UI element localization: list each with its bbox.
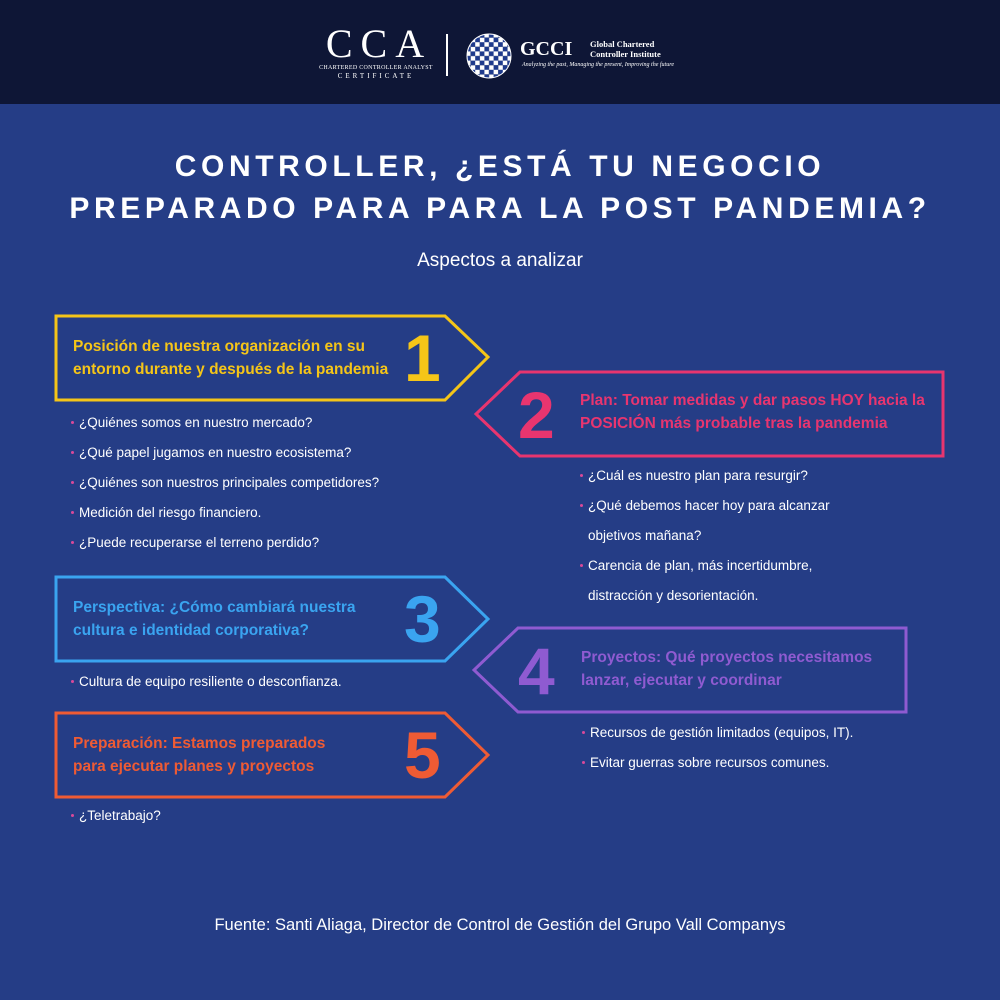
section-5-title	[73, 732, 325, 778]
section-1-number: 1	[404, 321, 441, 395]
section-1-title-line1: Posición de nuestra organización en su	[73, 338, 365, 355]
section-2-title-line2: POSICIÓN más probable tras la pandemia	[580, 415, 888, 432]
section-3-title	[73, 596, 356, 642]
cca-logo-letters: CCA	[325, 21, 433, 66]
list-item: ¿Quiénes somos en nuestro mercado?	[71, 408, 379, 438]
section-4-title	[581, 646, 872, 692]
list-item: Cultura de equipo resiliente o desconfianza.	[71, 667, 342, 697]
section-5-number: 5	[404, 718, 441, 792]
list-item: Carencia de plan, más incertidumbre, distracción y desorientación.	[580, 551, 868, 611]
list-item: ¿Cuál es nuestro plan para resurgir?	[580, 461, 868, 491]
section-5-title-line1: Preparación: Estamos preparados	[73, 735, 326, 752]
list-item: ¿Quiénes son nuestros principales competidores?	[71, 468, 379, 498]
gcci-logo-name: GCCI	[520, 38, 573, 60]
section-5-bullets	[71, 801, 161, 831]
section-1-title-line2: entorno durante y después de la pandemia	[73, 361, 389, 378]
gcci-logo-fullname-line2: Controller Institute	[590, 49, 661, 59]
gcci-logo-fullname-line1: Global Chartered	[590, 39, 655, 49]
section-3-title-line1: Perspectiva: ¿Cómo cambiará nuestra	[73, 599, 356, 616]
page-subtitle: Aspectos a analizar	[417, 250, 583, 271]
list-item: Evitar guerras sobre recursos comunes.	[582, 748, 853, 778]
list-item: Recursos de gestión limitados (equipos, IT).	[582, 718, 853, 748]
cca-logo-line2: CERTIFICATE	[337, 72, 415, 80]
section-1-title	[73, 335, 388, 381]
section-4-bullets	[582, 718, 853, 778]
list-item: ¿Teletrabajo?	[71, 801, 161, 831]
list-item: ¿Qué debemos hacer hoy para alcanzar objetivos mañana?	[580, 491, 868, 551]
section-3-bullets	[71, 667, 342, 697]
section-2-title	[580, 389, 925, 435]
page-title-line1: CONTROLLER, ¿ESTÁ TU NEGOCIO	[174, 150, 826, 183]
section-1-bullets	[71, 408, 379, 558]
section-5-title-line2: para ejecutar planes y proyectos	[73, 758, 315, 775]
section-4-title-line2: lanzar, ejecutar y coordinar	[581, 672, 782, 689]
list-item: ¿Qué papel jugamos en nuestro ecosistema?	[71, 438, 379, 468]
section-4-title-line1: Proyectos: Qué proyectos necesitamos	[581, 649, 873, 666]
section-2-title-line1: Plan: Tomar medidas y dar pasos HOY hacia la	[580, 392, 925, 409]
cca-logo-line1: CHARTERED CONTROLLER ANALYST	[319, 65, 433, 71]
section-3-number: 3	[404, 582, 441, 656]
page-title-line2: PREPARADO PARA PARA LA POST PANDEMIA?	[69, 192, 931, 225]
section-3-title-line2: cultura e identidad corporativa?	[73, 622, 309, 639]
list-item: Medición del riesgo financiero.	[71, 498, 379, 528]
section-2-bullets	[580, 461, 868, 611]
gcci-logo-tagline: Analyzing the past, Managing the present, Improving the future	[522, 62, 674, 68]
list-item: ¿Puede recuperarse el terreno perdido?	[71, 528, 379, 558]
section-4-number: 4	[518, 634, 555, 708]
source-credit: Fuente: Santi Aliaga, Director de Control de Gestión del Grupo Vall Companys	[214, 916, 786, 934]
section-2-number: 2	[518, 378, 555, 452]
